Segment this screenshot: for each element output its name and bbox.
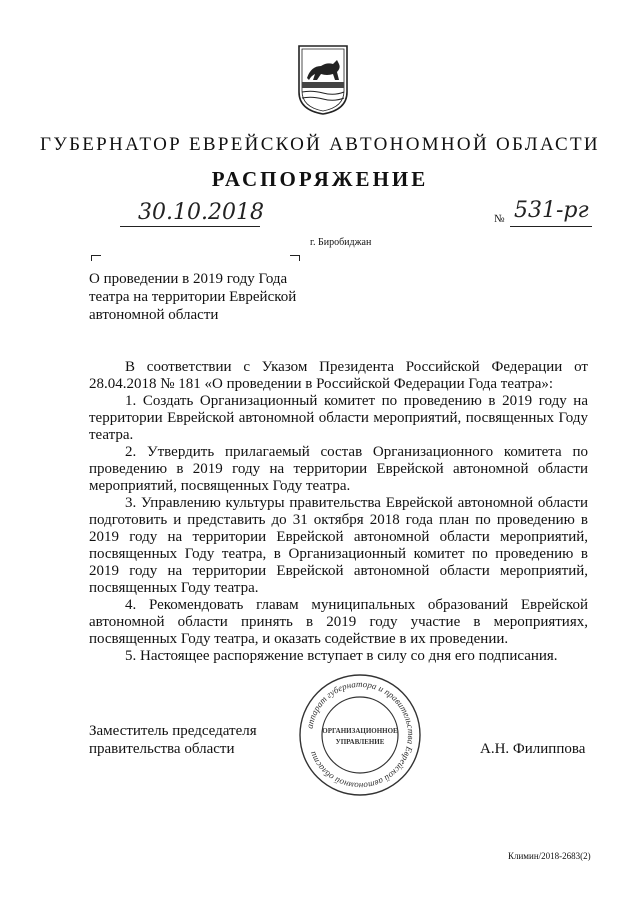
stamp-center-line: ОРГАНИЗАЦИОННОЕ (322, 727, 398, 735)
signer-name: А.Н. Филиппова (480, 741, 586, 757)
signer-position-line: Заместитель председателя (89, 723, 257, 739)
footer-code: Климин/2018-2683(2) (508, 851, 591, 861)
official-stamp (297, 673, 423, 797)
stamp-ring-text: аппарат губернатора и правительства Еврейской автономной области (304, 678, 417, 792)
subject-line: О проведении в 2019 году Года (89, 271, 288, 287)
document-date: 30.10.2018 (138, 200, 264, 225)
body-paragraph: 3. Управлению культуры правительства Еврейской автономной области подготовить и представить до 31 октября 2018 года план по проведению в 2019 году на территории Еврейской автономной области мероприятий, посвященных Году театра, в Организационный комитет по проведению в 2019 году на территории Еврейской автономной области мероприятий, посвященных Году театра. (89, 495, 588, 596)
body-paragraph: 1. Создать Организационный комитет по проведению в 2019 году на территории Еврейской автономной области мероприятий, посвященных Году театра. (89, 393, 588, 443)
governor-title: ГУБЕРНАТОР ЕВРЕЙСКОЙ АВТОНОМНОЙ ОБЛАСТИ (40, 134, 600, 155)
number-underline (510, 226, 592, 227)
document-type-title: РАСПОРЯЖЕНИЕ (211, 167, 429, 191)
subject-line: театра на территории Еврейской (89, 289, 297, 305)
body-paragraph: В соответствии с Указом Президента Российской Федерации от 28.04.2018 № 181 «О проведении в Российской Федерации Года театра»: (89, 359, 588, 392)
date-underline (120, 226, 260, 227)
subject-corner-right (290, 255, 300, 261)
body-paragraph: 5. Настоящее распоряжение вступает в силу со дня его подписания. (125, 648, 558, 664)
subject-corner-left (91, 255, 101, 261)
issue-city: г. Биробиджан (310, 237, 372, 248)
subject-line: автономной области (89, 307, 219, 323)
subject-block (89, 270, 329, 324)
document-number: 531-рг (514, 198, 589, 223)
signer-position-line: правительства области (89, 741, 235, 757)
number-prefix: № (494, 213, 505, 225)
body-paragraph: 2. Утвердить прилагаемый состав Организационного комитета по проведению в 2019 году на территории Еврейской автономной области мероприятий, посвященных Году театра. (89, 444, 588, 494)
stamp-center-line: УПРАВЛЕНИЕ (335, 738, 385, 746)
signer-position (89, 722, 257, 758)
body-paragraph: 4. Рекомендовать главам муниципальных образований Еврейской автономной области принять в 2019 году участие в мероприятиях, посвященных Году театра, и оказать содействие в их проведении. (89, 597, 588, 647)
coat-of-arms-icon (297, 44, 349, 116)
document-body (89, 359, 588, 665)
